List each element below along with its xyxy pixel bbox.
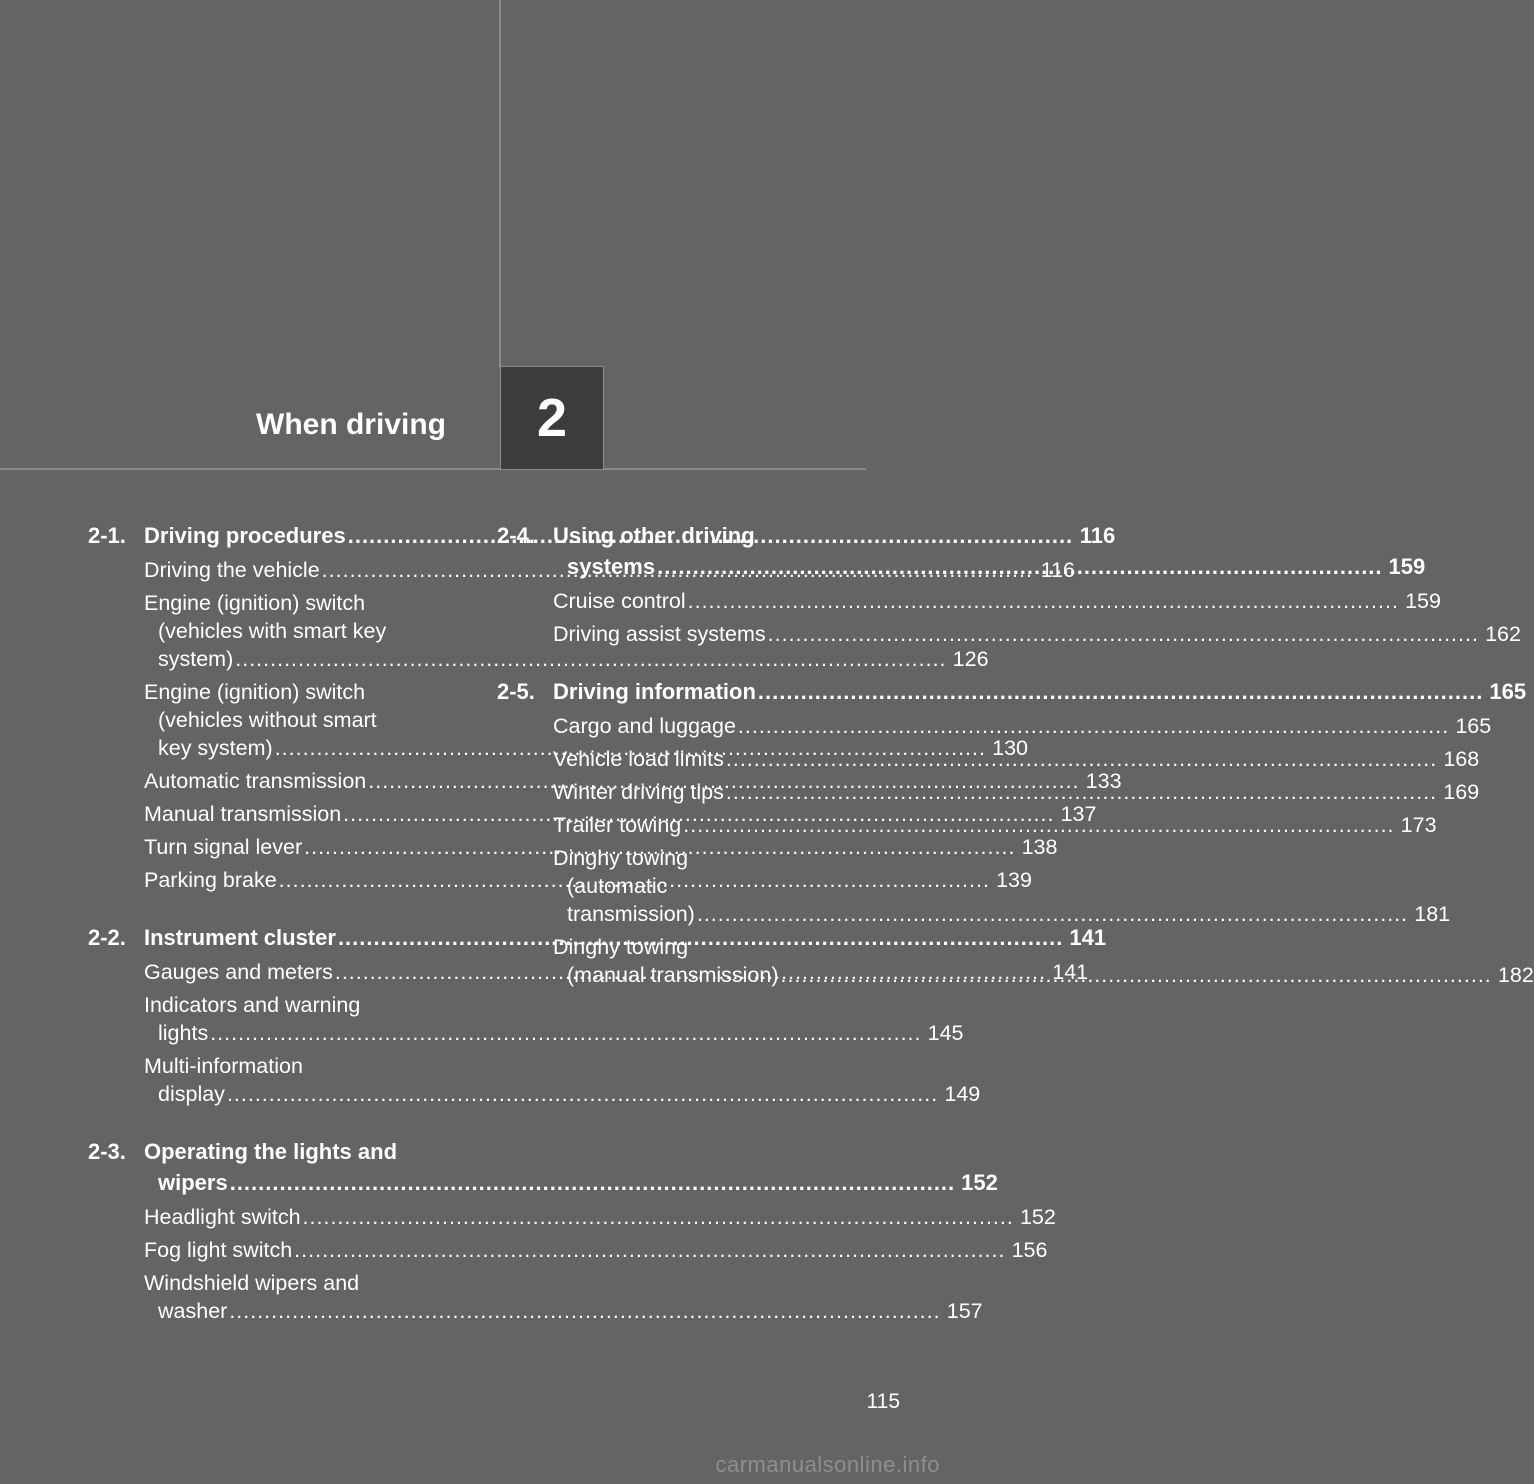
section-number: 2-4. xyxy=(497,523,535,548)
entry-label: Vehicle load limits xyxy=(553,747,724,771)
section-page: 141 xyxy=(1069,925,1107,950)
entry-page: 156 xyxy=(1011,1238,1048,1262)
entry-line xyxy=(144,706,460,734)
entry-line xyxy=(553,620,1521,648)
chapter-number: 2 xyxy=(536,388,568,448)
entry-page: 138 xyxy=(1021,835,1058,859)
entry-page: 169 xyxy=(1443,780,1480,804)
watermark: carmanualsonline.info xyxy=(715,1452,940,1477)
dot-leader xyxy=(210,1019,921,1047)
entry-page: 116 xyxy=(1040,558,1075,582)
entry-line xyxy=(553,587,1441,615)
section-title-block xyxy=(144,1136,998,1198)
entry-page: 145 xyxy=(927,1021,964,1045)
entry-label: Parking brake xyxy=(144,868,277,892)
entry-page: 137 xyxy=(1060,802,1097,826)
divider-vertical xyxy=(499,0,501,368)
entry-label: Winter driving tips xyxy=(553,780,724,804)
entry-label: Dinghy towing xyxy=(553,935,689,959)
section-title: Driving information xyxy=(553,679,756,704)
entry-line xyxy=(553,844,869,872)
section-title: systems xyxy=(567,554,656,579)
entry-page: 157 xyxy=(946,1299,983,1323)
page-number: 115 xyxy=(866,1390,900,1413)
entry-page: 162 xyxy=(1485,622,1521,646)
entry-line xyxy=(553,900,1451,928)
dot-leader xyxy=(294,1236,1005,1264)
entry-line xyxy=(144,1236,1048,1264)
toc-entry[interactable] xyxy=(88,1052,981,1108)
dot-leader xyxy=(738,712,1449,740)
section-title-line xyxy=(553,676,1526,707)
entry-page: 159 xyxy=(1405,589,1441,613)
entry-page: 141 xyxy=(1052,960,1089,984)
entry-line xyxy=(144,1297,983,1325)
entry-line xyxy=(144,1080,981,1108)
entry-line xyxy=(553,933,869,961)
divider-horizontal xyxy=(0,468,866,470)
toc-entry[interactable] xyxy=(88,1203,1056,1231)
section-title-line xyxy=(553,551,1425,582)
dot-leader xyxy=(697,900,1408,928)
toc-entry[interactable] xyxy=(497,712,1492,740)
entry-label: lights xyxy=(158,1021,209,1045)
entry-page: 152 xyxy=(1019,1205,1056,1229)
section-title-line xyxy=(144,1167,998,1198)
section-heading[interactable] xyxy=(88,1136,998,1198)
entry-label: Driving the vehicle xyxy=(144,558,320,582)
section-page: 152 xyxy=(961,1170,998,1195)
section-title: Using other driving xyxy=(553,523,755,548)
entry-label: Engine (ignition) switch xyxy=(144,591,366,615)
entry-page: 130 xyxy=(992,736,1028,760)
entry-line xyxy=(144,1203,1056,1231)
chapter-title: When driving xyxy=(256,408,446,441)
dot-leader xyxy=(688,587,1399,615)
entry-label: Cruise control xyxy=(553,589,686,613)
toc-entry[interactable] xyxy=(497,587,1441,615)
dot-leader xyxy=(657,551,1382,582)
dot-leader xyxy=(227,1080,938,1108)
entry-label: display xyxy=(158,1082,225,1106)
entry-line xyxy=(144,589,460,617)
entry-line xyxy=(144,991,460,1019)
toc-entry[interactable] xyxy=(88,991,964,1047)
toc-section xyxy=(88,1136,1056,1325)
toc-entry[interactable] xyxy=(88,1236,1048,1264)
entry-line xyxy=(144,617,460,645)
entry-label: Automatic transmission xyxy=(144,769,367,793)
entry-label: washer xyxy=(158,1299,228,1323)
entry-label: Multi-information xyxy=(144,1054,303,1078)
entry-label: (automatic xyxy=(567,874,668,898)
entry-label: Cargo and luggage xyxy=(553,714,736,738)
section-title: wipers xyxy=(158,1170,228,1195)
entry-label: system) xyxy=(158,647,234,671)
entry-page: 168 xyxy=(1443,747,1480,771)
section-page: 159 xyxy=(1388,554,1426,579)
entry-page: 133 xyxy=(1085,769,1122,793)
section-title-block xyxy=(553,676,1526,707)
dot-leader xyxy=(726,745,1437,773)
dot-leader xyxy=(780,961,1491,989)
entry-label: Turn signal lever xyxy=(144,835,303,859)
entry-label: Engine (ignition) switch xyxy=(144,680,366,704)
entry-line xyxy=(144,1019,964,1047)
section-number: 2-2. xyxy=(88,925,126,950)
entry-page: 173 xyxy=(1400,813,1437,837)
entry-line xyxy=(144,645,989,673)
section-page: 165 xyxy=(1489,679,1527,704)
section-page: 116 xyxy=(1079,523,1116,548)
entry-line xyxy=(553,872,869,900)
entry-label: Gauges and meters xyxy=(144,960,333,984)
entry-page: 126 xyxy=(952,647,989,671)
entry-label: (vehicles without smart xyxy=(158,708,377,732)
section-title: Operating the lights and xyxy=(144,1139,398,1164)
entry-line xyxy=(553,712,1492,740)
entry-label: Dinghy towing xyxy=(553,846,689,870)
toc-entry[interactable] xyxy=(497,620,1521,648)
entry-page: 139 xyxy=(996,868,1032,892)
entry-line xyxy=(144,678,460,706)
chapter-number-box xyxy=(500,366,604,470)
toc-entry[interactable] xyxy=(88,1269,983,1325)
entry-label: Indicators and warning xyxy=(144,993,361,1017)
section-number: 2-3. xyxy=(88,1139,126,1164)
entry-page: 149 xyxy=(944,1082,981,1106)
section-title: Instrument cluster xyxy=(144,925,336,950)
dot-leader xyxy=(726,778,1437,806)
dot-leader xyxy=(683,811,1394,839)
dot-leader xyxy=(303,1203,1014,1231)
entry-label: (vehicles with smart key xyxy=(158,619,387,643)
entry-page: 181 xyxy=(1414,902,1451,926)
entry-label: Driving assist systems xyxy=(553,622,766,646)
section-title-line xyxy=(144,1136,998,1167)
dot-leader xyxy=(768,620,1479,648)
entry-label: Trailer towing xyxy=(553,813,682,837)
entry-label: (manual transmission) xyxy=(567,963,779,987)
entry-line xyxy=(144,1269,460,1297)
entry-page: 165 xyxy=(1455,714,1492,738)
dot-leader xyxy=(230,1167,955,1198)
section-title-line xyxy=(553,520,1425,551)
section-title: Driving procedures xyxy=(144,523,346,548)
section-number: 2-1. xyxy=(88,523,126,548)
section-heading[interactable] xyxy=(497,676,1527,707)
entry-label: Manual transmission xyxy=(144,802,342,826)
entry-label: Fog light switch xyxy=(144,1238,293,1262)
entry-page: 182 xyxy=(1497,963,1534,987)
entry-line xyxy=(144,1052,460,1080)
entry-label: key system) xyxy=(158,736,273,760)
section-number: 2-5. xyxy=(497,679,535,704)
entry-label: Headlight switch xyxy=(144,1205,301,1229)
entry-label: transmission) xyxy=(567,902,695,926)
dot-leader xyxy=(758,676,1483,707)
entry-label: Windshield wipers and xyxy=(144,1271,360,1295)
section-title-block xyxy=(553,520,1425,582)
dot-leader xyxy=(229,1297,940,1325)
